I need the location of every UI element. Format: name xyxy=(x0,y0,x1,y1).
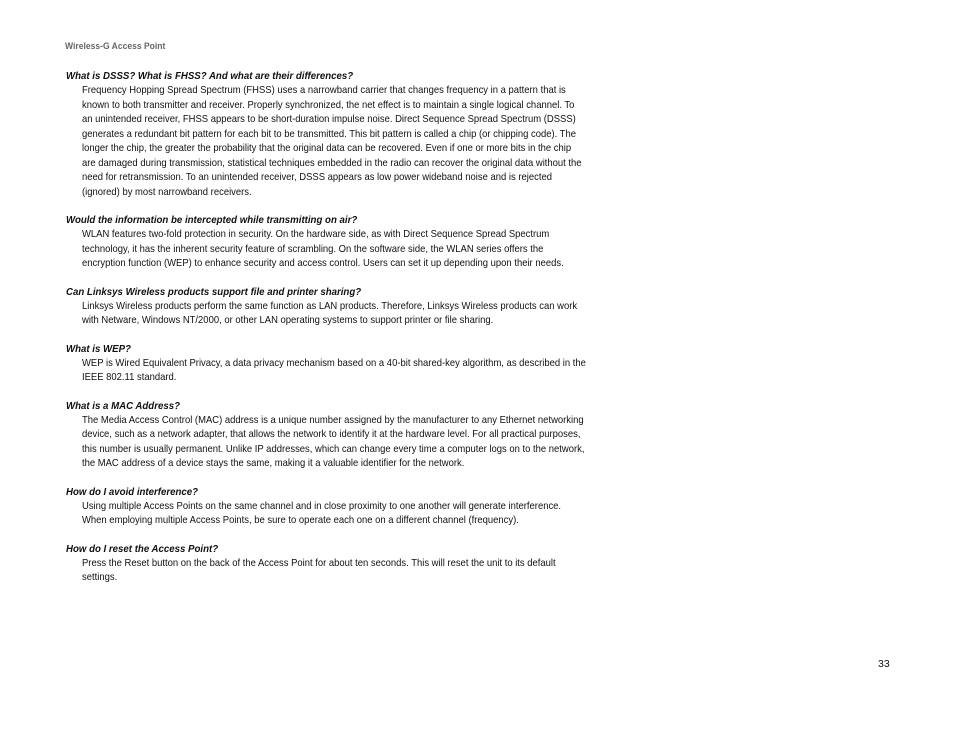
faq-answer: Linksys Wireless products perform the same function as LAN products. Therefore, Linksys Wireless products can work with Netware, Windows NT/2000, or other LAN operating systems to support printer or file sharing. xyxy=(82,299,578,326)
faq-question: What is DSSS? What is FHSS? And what are their differences? xyxy=(66,70,354,82)
faq-question: Can Linksys Wireless products support file and printer sharing? xyxy=(66,285,362,298)
faq-item xyxy=(66,285,594,328)
faq-item xyxy=(66,542,594,585)
faq-question: Would the information be intercepted while transmitting on air? xyxy=(66,214,358,226)
faq-question: How do I reset the Access Point? xyxy=(66,542,219,555)
faq-question: What is a MAC Address? xyxy=(66,399,180,412)
faq-item xyxy=(66,399,594,471)
faq-item xyxy=(66,342,594,385)
page-number: 33 xyxy=(878,658,890,670)
faq-list xyxy=(66,69,594,599)
faq-item xyxy=(66,213,594,271)
faq-answer: Using multiple Access Points on the same channel and in close proximity to one another will generate interference. When employing multiple Access Points, be sure to operate each one on a different channel (frequency). xyxy=(82,499,562,526)
faq-answer: Frequency Hopping Spread Spectrum (FHSS) uses a narrowband carrier that changes frequency in a pattern that is known to both transmitter and receiver. Properly synchronized, the net effect is to maintain a single logical channel. To an unintended receiver, FHSS appears to be short-duration impulse noise. Direct Sequence Spread Spectrum (DSSS) generates a redundant bit pattern for each bit to be transmitted. This bit pattern is called a chip (or chipping code). The longer the chip, the greater the probability that the original data can be recovered. Even if one or more bits in the chip are damaged during transmission, statistical techniques embedded in the radio can recover the original data without the need for retransmission. To an unintended receiver, DSSS appears as low power wideband noise and is rejected (ignored) by most narrowband receivers. xyxy=(82,84,582,198)
faq-answer: WEP is Wired Equivalent Privacy, a data privacy mechanism based on a 40-bit shared-key algorithm, as described in the IEEE 802.11 standard. xyxy=(82,356,586,383)
faq-answer: WLAN features two-fold protection in security. On the hardware side, as with Direct Sequence Spread Spectrum technology, it has the inherent security feature of scrambling. On the software side, the WLAN series offers the encryption function (WEP) to enhance security and access control. Users can set it up depending upon their needs. xyxy=(82,228,564,269)
faq-question: How do I avoid interference? xyxy=(66,485,199,498)
running-header: Wireless-G Access Point xyxy=(65,41,166,51)
faq-answer: Press the Reset button on the back of the Access Point for about ten seconds. This will reset the unit to its default settings. xyxy=(82,556,556,583)
faq-item xyxy=(66,69,594,199)
faq-item xyxy=(66,485,594,528)
faq-question: What is WEP? xyxy=(66,342,131,355)
faq-answer: The Media Access Control (MAC) address is a unique number assigned by the manufacturer to any Ethernet networking device, such as a network adapter, that allows the network to identify it at the hardware level. For all practical purposes, this number is usually permanent. Unlike IP addresses, which can change every time a computer logs on to the network, the MAC address of a device stays the same, making it a valuable identifier for the network. xyxy=(82,413,585,469)
